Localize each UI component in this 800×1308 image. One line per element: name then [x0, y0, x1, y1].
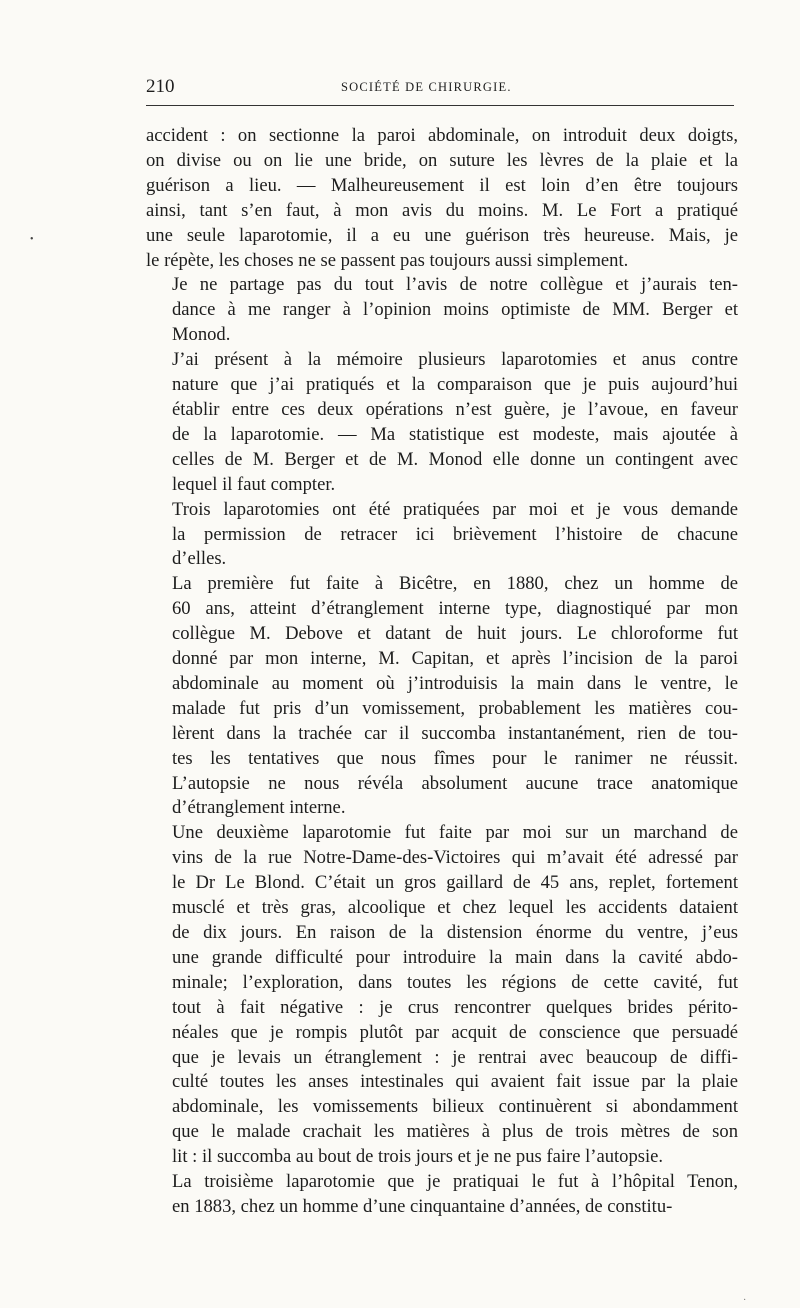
paragraph — [146, 273, 738, 348]
paragraph — [146, 498, 738, 573]
paragraph — [146, 821, 738, 1170]
text-line: de la laparotomie. — Ma statistique est modeste, mais ajoutée à — [172, 423, 738, 445]
text-line: guérison a lieu. — Malheureusement il est loin d’en être toujours — [146, 174, 738, 196]
text-line: établir entre ces deux opérations n’est guère, je l’avoue, en faveur — [172, 398, 738, 420]
text-line: celles de M. Berger et de M. Monod elle donne un contingent avec — [172, 448, 738, 470]
text-line: Monod. — [172, 324, 231, 346]
text-line: le répète, les choses ne se passent pas toujours aussi simplement. — [146, 249, 629, 271]
text-line: dance à me ranger à l’opinion moins optimiste de MM. Berger et — [172, 299, 738, 321]
text-line: donné par mon interne, M. Capitan, et après l’incision de la paroi — [172, 648, 738, 670]
text-line: Une deuxième laparotomie fut faite par moi sur un marchand de — [172, 822, 738, 844]
text-line: tout à fait négative : je crus rencontrer quelques brides périto- — [172, 996, 738, 1018]
text-line: J’ai présent à la mémoire plusieurs laparotomies et anus contre — [172, 349, 738, 371]
text-line: tes les tentatives que nous fîmes pour le ranimer ne réussit. — [172, 747, 738, 769]
body-text — [146, 124, 738, 1220]
text-line: La première fut faite à Bicêtre, en 1880, chez un homme de — [172, 573, 738, 595]
text-line: que je levais un étranglement : je rentrai avec beaucoup de diffi- — [172, 1046, 738, 1068]
text-line: malade fut pris d’un vomissement, probablement les matières cou- — [172, 697, 738, 719]
text-line: le Dr Le Blond. C’était un gros gaillard de 45 ans, replet, fortement — [172, 872, 738, 894]
text-line: collègue M. Debove et datant de huit jours. Le chloroforme fut — [172, 623, 738, 645]
text-line: lit : il succomba au bout de trois jours et je ne pus faire l’autopsie. — [172, 1146, 664, 1168]
text-line: néales que je rompis plutôt par acquit de conscience que persuadé — [172, 1021, 738, 1043]
text-line: d’elles. — [172, 548, 227, 570]
margin-mark: • — [30, 234, 34, 245]
text-line: une seule laparotomie, il a eu une guérison très heureuse. Mais, je — [146, 224, 738, 246]
page-number: 210 — [146, 76, 175, 97]
text-line: 60 ans, atteint d’étranglement interne type, diagnostiqué par mon — [172, 598, 738, 620]
text-line: Trois laparotomies ont été pratiquées par moi et je vous demande — [172, 498, 738, 520]
text-line: une grande difficulté pour introduire la main dans la cavité abdo- — [172, 946, 738, 968]
text-line: vins de la rue Notre-Dame-des-Victoires qui m’avait été adressé par — [172, 847, 738, 869]
text-line: L’autopsie ne nous révéla absolument aucune trace anatomique — [172, 772, 738, 794]
text-line: abdominale, les vomissements bilieux continuèrent si abondamment — [172, 1096, 738, 1118]
text-line: de dix jours. En raison de la distension énorme du ventre, j’eus — [172, 922, 738, 943]
text-line: abdominale au moment où j’introduisis la main dans le ventre, le — [172, 672, 738, 694]
text-line: culté toutes les anses intestinales qui avaient fait issue par la plaie — [172, 1071, 738, 1093]
text-line: lèrent dans la trachée car il succomba instantanément, rien de tou- — [172, 722, 738, 744]
text-line: lequel il faut compter. — [172, 473, 336, 495]
text-line: ainsi, tant s’en faut, à mon avis du moins. M. Le Fort a pratiqué — [146, 199, 738, 221]
text-line: minale; l’exploration, dans toutes les régions de cette cavité, fut — [172, 971, 738, 993]
margin-dot: · — [743, 1295, 747, 1306]
page-header — [146, 72, 734, 102]
text-line: en 1883, chez un homme d’une cinquantaine d’années, de constitu- — [172, 1195, 673, 1217]
text-line: que le malade crachait les matières à plus de trois mètres de son — [172, 1121, 738, 1143]
text-line: nature que j’ai pratiqués et la comparaison que je puis aujourd’hui — [172, 374, 738, 396]
running-head: SOCIÉTÉ DE CHIRURGIE. — [341, 80, 512, 94]
text-line: accident : on sectionne la paroi abdominale, on introduit deux doigts, — [146, 125, 738, 146]
text-line: d’étranglement interne. — [172, 797, 346, 819]
text-line: musclé et très gras, alcoolique et chez lequel les accidents dataient — [172, 897, 738, 919]
header-rule — [146, 105, 734, 106]
text-line: la permission de retracer ici brièvement l’histoire de chacune — [172, 523, 738, 545]
text-line: La troisième laparotomie que je pratiquai le fut à l’hôpital Tenon, — [172, 1171, 738, 1193]
paragraph — [146, 348, 738, 497]
paragraph — [146, 124, 738, 273]
text-line: on divise ou on lie une bride, on suture les lèvres de la plaie et la — [146, 149, 738, 171]
text-line: Je ne partage pas du tout l’avis de notre collègue et j’aurais ten- — [172, 274, 738, 296]
paragraph — [146, 1170, 738, 1220]
paragraph — [146, 572, 738, 821]
